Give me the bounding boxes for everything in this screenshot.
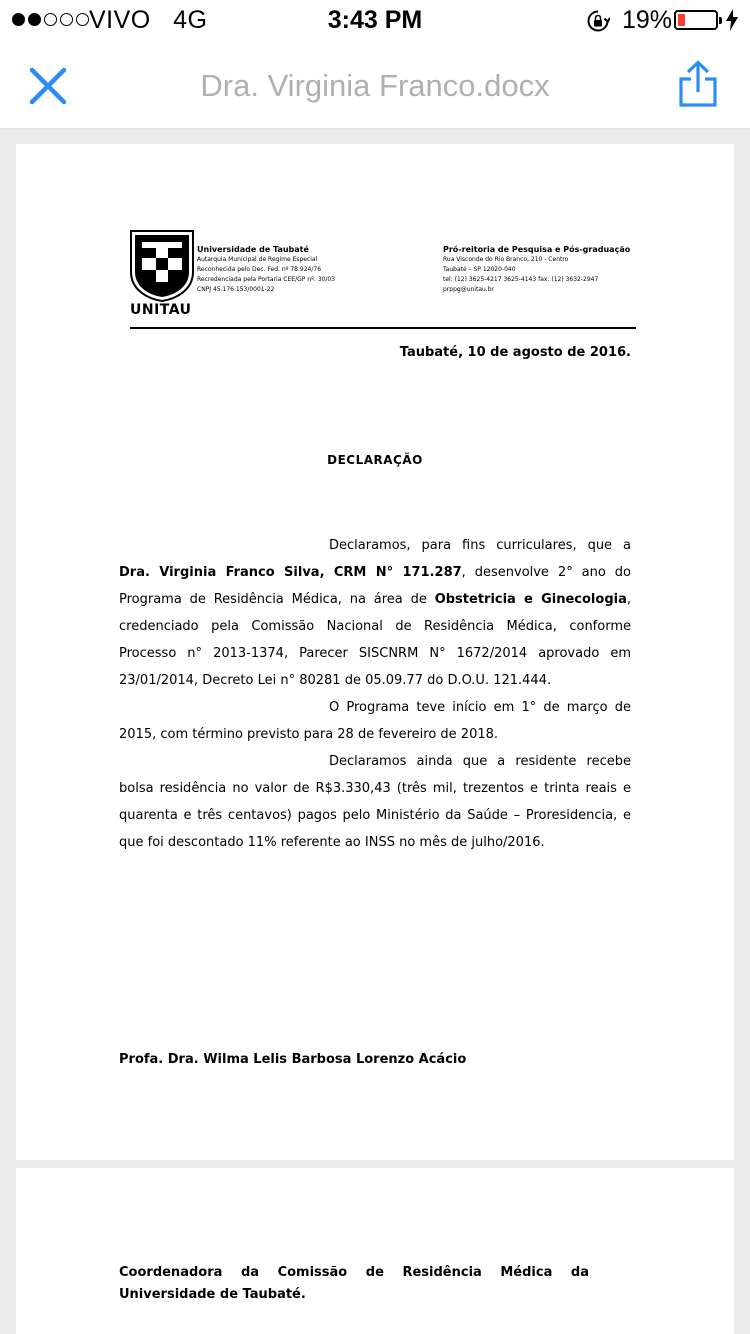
network-type: 4G [173,6,208,34]
battery-icon [674,10,718,30]
document-date: Taubaté, 10 de agosto de 2016. [399,345,631,360]
document-body [119,532,631,856]
rotation-lock-icon [586,9,610,33]
paragraph-3: Declaramos ainda que a residente recebe bolsa residência no valor de R$3.330,43 (três mil, trezentos e trinta reais e quarenta e três centavos) pagos pelo Ministério da Saúde – Proresidencia, e que foi descontado 11% referente ao INSS no mês de julho/2016. [119,754,631,850]
paragraph-2: O Programa teve início em 1° de março de 2015, com término previsto para 28 de fevereiro de 2018. [119,700,631,742]
document-page [16,1168,734,1334]
share-icon[interactable] [676,60,720,108]
unitau-logo-text: UNITAU [130,302,192,318]
carrier-label: VIVO 4G [89,6,208,34]
status-bar [0,0,750,40]
document-heading: DECLARAÇÃO [327,453,423,467]
document-viewer[interactable] [0,130,750,1334]
navigation-bar [0,40,750,130]
signatory-name: Profa. Dra. Wilma Lelis Barbosa Lorenzo Acácio [119,1052,467,1067]
charging-bolt-icon [726,9,738,31]
institution-info: Universidade de Taubaté Autarquia Municipal de Regime Especial Reconhecida pelo Dec. Fed. nº 78.924/76 Recredenciada pela Portaria CEE/GP nº. 30/03 CNPJ 45.176.153/0001-22 [197,245,335,293]
paragraph-1: Declaramos, para fins curriculares, que a Dra. Virginia Franco Silva, CRM N° 171.287, desenvolve 2° ano do Programa de Residência Médica, na área de Obstetricia e Ginecologia, credenciado pela Comissão Nacional de Residência Médica, conforme Processo n° 2013-1374, Parecer SISCNRM N° 1672/2014 aprovado em 23/01/2014, Decreto Lei n° 80281 de 05.09.77 do D.O.U. 121.444. [119,538,631,688]
office-info: Pró-reitoria de Pesquisa e Pós-graduação Rua Visconde do Rio Branco, 210 - Centro Taubaté – SP 12020-040 tel: (12) 3625-4217 3625-4143 fax: (12) 3632-2947 prppg@unitau.br [443,245,631,293]
document-title: Dra. Virginia Franco.docx [200,68,550,103]
header-divider [130,327,636,329]
unitau-logo-icon [130,230,194,302]
signatory-title: Coordenadora da Comissão de Residência Médica da Universidade de Taubaté. [119,1265,589,1302]
document-page [16,144,734,1160]
status-time: 3:43 PM [327,6,423,34]
battery-percent: 19% [622,6,673,34]
